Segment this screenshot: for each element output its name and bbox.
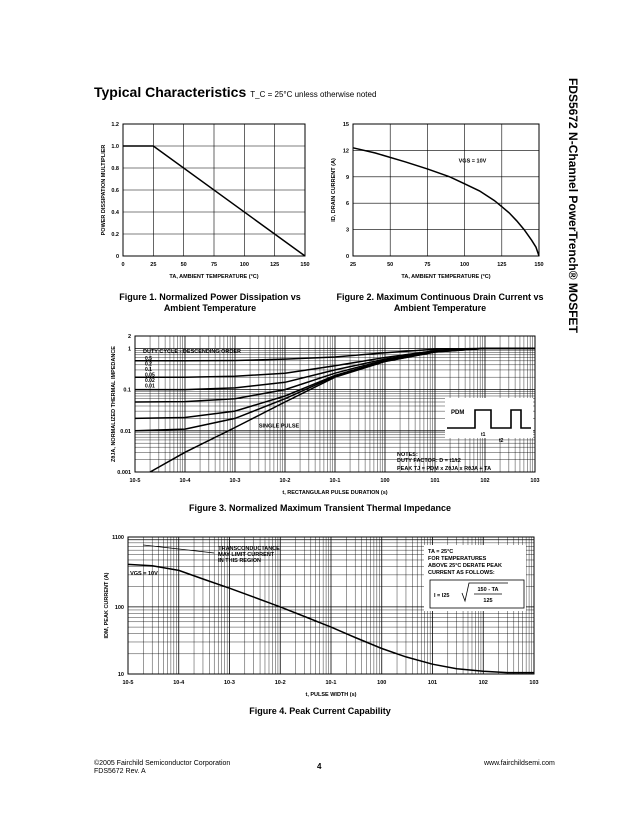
y-tick-label: 1.2 — [111, 122, 119, 128]
y-axis-label: ID, DRAIN CURRENT (A) — [331, 158, 337, 222]
x-tick-label: 100 — [377, 680, 387, 686]
x-tick-label: 10-2 — [279, 478, 291, 484]
formula-lhs: I = I25 — [434, 593, 450, 599]
x-tick-label: 50 — [387, 262, 394, 268]
duty-cycle-label: 0.02 — [145, 378, 155, 384]
figure-2-caption — [322, 292, 558, 314]
transconductance-line3: IN THIS REGION — [218, 558, 262, 564]
x-tick-label: 10-3 — [229, 478, 241, 484]
x-tick-label: 25 — [349, 262, 357, 268]
footer-page-number: 4 — [317, 762, 322, 771]
inset-background — [445, 398, 533, 438]
x-tick-label: 10-1 — [329, 478, 341, 484]
notes-peak-tj: PEAK TJ = PDM x ZθJA x RθJA + TA — [397, 466, 492, 472]
y-axis-label: POWER DISSIPATION MULTIPLIER — [101, 144, 107, 236]
y-tick-label: 0.2 — [111, 232, 119, 238]
side-title — [560, 78, 580, 378]
y-tick-label: 0.001 — [117, 470, 131, 476]
x-axis-label: t, PULSE WIDTH (s) — [305, 692, 357, 698]
duty-cycle-label: 0.5 — [145, 356, 152, 362]
x-tick-label: 103 — [530, 478, 540, 484]
x-tick-label: 25 — [150, 262, 157, 268]
figure-3-caption-line1: Figure 3. Normalized Maximum Transient Thermal Impedance — [188, 503, 452, 513]
y-axis-label: ZθJA, NORMALIZED THERMAL IMPEDANCE — [111, 346, 117, 462]
figure-1-caption-line1: Figure 1. Normalized Power Dissipation vs — [119, 292, 301, 302]
x-tick-label: 10-4 — [179, 478, 191, 484]
x-tick-label: 100 — [239, 262, 249, 268]
x-tick-label: 50 — [180, 262, 187, 268]
figure-4-caption-line1: Figure 4. Peak Current Capability — [249, 706, 391, 716]
x-tick-label: 10-1 — [325, 680, 337, 686]
section-title: Typical Characteristics — [94, 84, 247, 100]
duty-cycle-label: 0.1 — [145, 367, 152, 373]
x-tick-label: 75 — [210, 262, 218, 268]
x-tick-label: 0 — [121, 262, 125, 268]
plot-frame — [353, 124, 539, 256]
formula-denominator: 125 — [483, 598, 493, 604]
x-tick-label: 125 — [497, 262, 507, 268]
x-tick-label: 10-3 — [223, 680, 236, 686]
y-tick-label: 100 — [114, 604, 124, 611]
footer-part: FDS5672 Rev. A — [94, 768, 146, 775]
derating-line3: ABOVE 25°C DERATE PEAK — [428, 563, 502, 569]
notes-duty-factor: DUTY FACTOR: D = t1/t2 — [397, 458, 461, 464]
y-tick-label: 0.6 — [111, 188, 119, 194]
inset-pdm-label: PDM — [451, 410, 465, 416]
notes-heading: NOTES: — [397, 452, 418, 458]
derating-ta: TA = 25°C — [428, 549, 454, 555]
y-tick-label: 1.0 — [111, 144, 119, 150]
formula-numerator: 150 - TA — [477, 587, 499, 593]
x-tick-label: 75 — [424, 262, 431, 268]
section-heading — [94, 84, 376, 100]
x-tick-label: 101 — [430, 478, 440, 484]
vgs-label: VGS = 10V — [130, 570, 158, 577]
figure-2-chart — [325, 118, 555, 286]
footer-left — [94, 760, 230, 776]
footer-website: www.fairchildsemi.com — [484, 760, 555, 767]
y-tick-label: 0 — [115, 254, 119, 260]
y-tick-label: 10 — [117, 672, 124, 678]
x-tick-label: 125 — [270, 262, 280, 268]
x-axis-label: t, RECTANGULAR PULSE DURATION (s) — [282, 490, 388, 496]
figure-1-caption — [95, 292, 325, 314]
figure-4-caption — [100, 706, 540, 717]
inset-t2-label: t2 — [499, 438, 504, 444]
x-tick-label: 102 — [480, 478, 490, 484]
vgs-annotation: VGS = 10V — [458, 158, 487, 165]
y-tick-label: 0.1 — [123, 387, 131, 394]
transconductance-line1: TRANSCONDUCTANCE — [218, 546, 280, 552]
x-tick-label: 10-4 — [173, 680, 185, 686]
single-pulse-label: SINGLE PULSE — [258, 423, 300, 430]
x-axis-label: TA, AMBIENT TEMPERATURE (°C) — [169, 274, 259, 280]
x-tick-label: 10-2 — [274, 680, 286, 686]
transconductance-line2: MAY LIMIT CURRENT — [218, 552, 275, 558]
y-tick-label: 0.8 — [111, 166, 119, 172]
derating-line2: FOR TEMPERATURES — [428, 556, 487, 562]
x-tick-label: 10-5 — [129, 478, 141, 484]
y-tick-label: 9 — [345, 174, 349, 181]
x-tick-label: 102 — [478, 680, 488, 686]
figure-3-chart — [100, 330, 555, 500]
series-line — [353, 148, 539, 256]
figure-1-caption-line2: Ambient Temperature — [163, 303, 257, 313]
x-tick-label: 150 — [300, 262, 310, 268]
duty-cycle-label: 0.01 — [145, 383, 155, 390]
figure-3-caption — [100, 503, 540, 514]
derating-line4: CURRENT AS FOLLOWS: — [428, 570, 495, 576]
y-tick-label: 2 — [127, 334, 131, 340]
x-tick-label: 10-5 — [122, 680, 134, 686]
figure-2-caption-line1: Figure 2. Maximum Continuous Drain Current vs — [336, 292, 544, 302]
test-condition: T_C = 25°C unless otherwise noted — [250, 90, 377, 99]
y-tick-label: 0.01 — [120, 428, 131, 435]
side-title-text: FDS5672 N-Channel PowerTrench® MOSFET — [566, 78, 580, 333]
x-tick-label: 100 — [380, 478, 390, 484]
y-tick-label: 3 — [345, 227, 349, 234]
x-tick-label: 100 — [460, 262, 470, 268]
x-axis-label: TA, AMBIENT TEMPERATURE (°C) — [401, 274, 491, 280]
inset-t1-label: t1 — [481, 432, 486, 438]
x-tick-label: 101 — [427, 680, 438, 686]
y-tick-label: 12 — [342, 148, 349, 155]
y-tick-label: 0 — [345, 254, 349, 260]
figure-1-chart — [95, 118, 315, 286]
figure-4-chart — [95, 532, 555, 704]
y-tick-label: 0.4 — [111, 210, 119, 216]
figure-2-caption-line2: Ambient Temperature — [393, 303, 487, 313]
y-tick-label: 6 — [345, 201, 349, 208]
duty-cycle-label: 0.2 — [145, 361, 152, 368]
footer-copyright: ©2005 Fairchild Semiconductor Corporation — [94, 760, 231, 767]
duty-cycle-legend-title: DUTY CYCLE - DESCENDING ORDER — [143, 349, 241, 355]
x-tick-label: 103 — [529, 680, 539, 686]
y-tick-label: 15 — [342, 122, 349, 128]
y-tick-label: 1100 — [112, 535, 124, 541]
y-axis-label: IDM, PEAK CURRENT (A) — [104, 572, 110, 639]
x-tick-label: 150 — [534, 262, 544, 268]
y-tick-label: 1 — [127, 346, 131, 353]
duty-cycle-label: 0.05 — [145, 372, 155, 379]
